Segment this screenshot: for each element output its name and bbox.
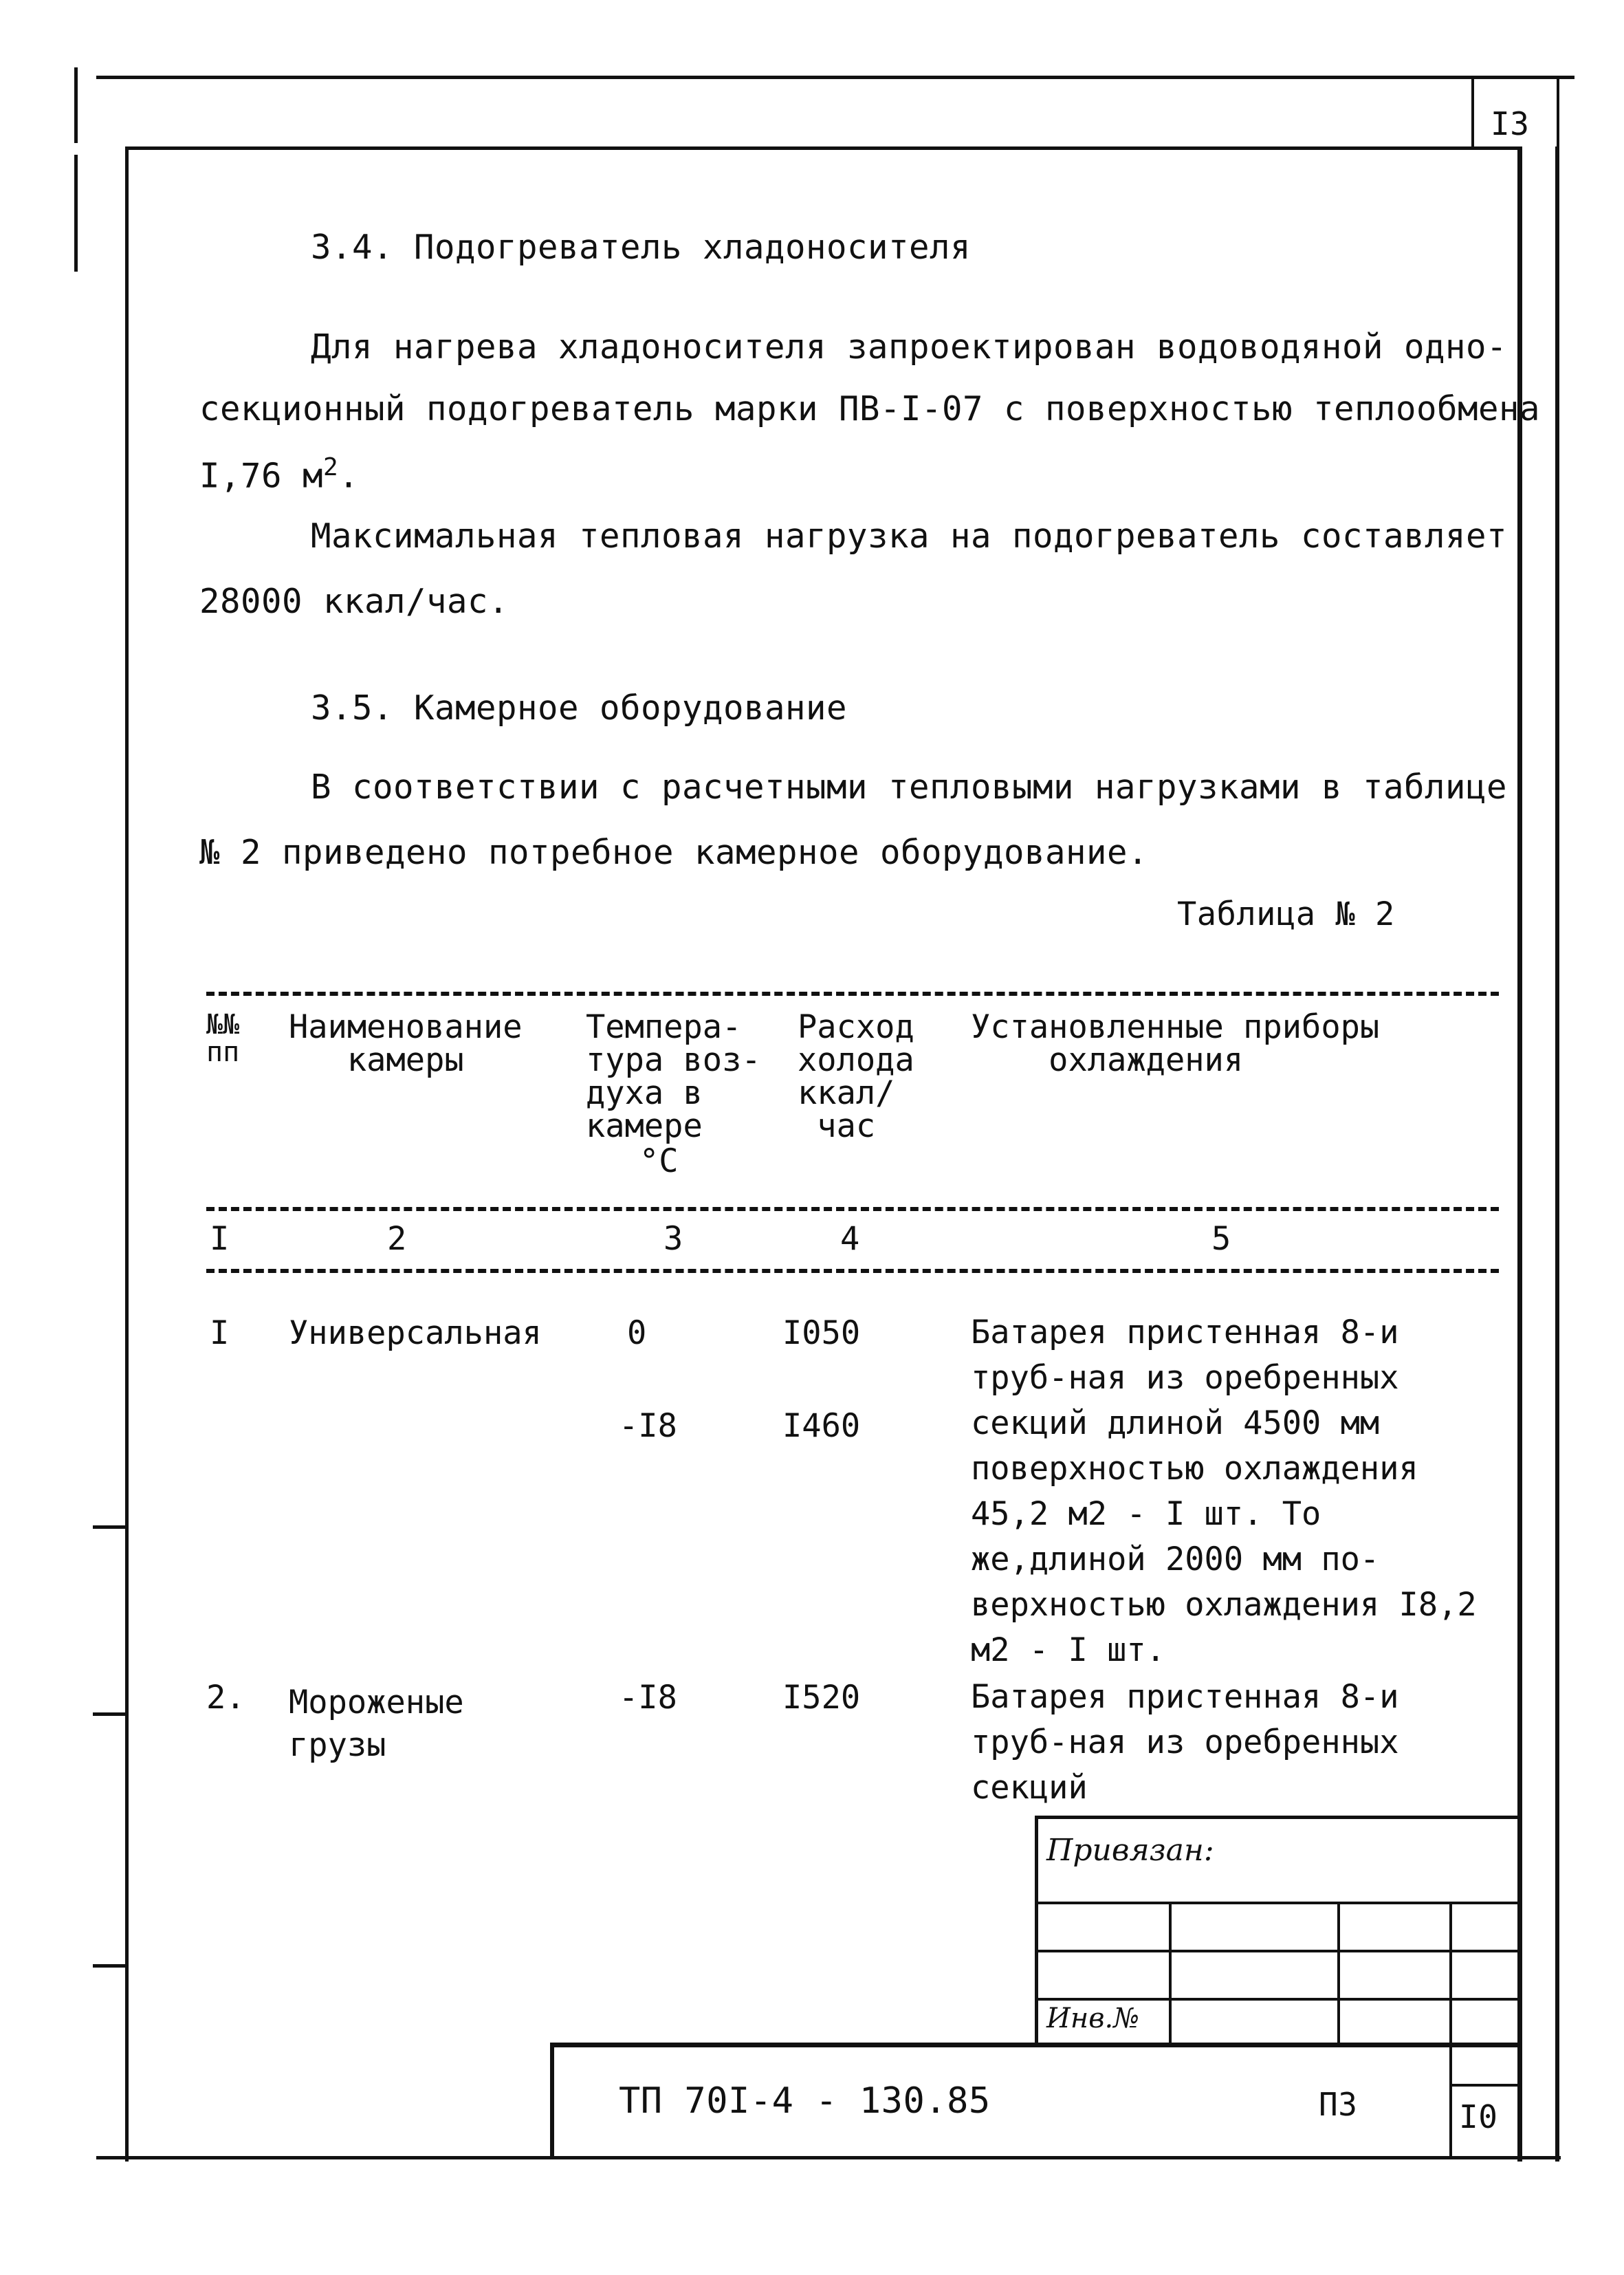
row1-chamber-name: Универсальная xyxy=(289,1314,542,1352)
title-block-top xyxy=(550,2043,1519,2047)
section-3-4-heading: 3.4. Подогреватель хладоносителя xyxy=(311,228,972,267)
row1-temperature-1: 0 xyxy=(627,1314,647,1352)
top-border xyxy=(96,76,1574,79)
section-3-5-para-line1: В соответствии с расчетными тепловыми нагрузками в таблице xyxy=(311,768,1508,807)
left-margin-mark xyxy=(74,67,78,143)
col-number-3: 3 xyxy=(663,1220,683,1258)
row1-temperature-2: -I8 xyxy=(619,1407,677,1445)
section-3-4-para1-line1: Для нагрева хладоносителя запроектирован водоводяной одно- xyxy=(311,327,1508,367)
col-number-1: I xyxy=(210,1220,230,1258)
section-3-4-para2-line1: Максимальная тепловая нагрузка на подогреватель составляет xyxy=(311,516,1508,556)
sheet-number: I0 xyxy=(1459,2098,1498,2135)
row1-cold-2: I460 xyxy=(782,1407,861,1445)
table-top-dashed-rule xyxy=(206,992,1499,996)
header-col-cold-consumption: Расход холода ккал/ час xyxy=(798,1008,914,1145)
row2-chamber-name: Мороженые грузы xyxy=(289,1684,464,1764)
stamp-row-line xyxy=(1035,1998,1519,2001)
section-3-4-para1-line3 xyxy=(199,447,359,497)
stamp-row-line xyxy=(1035,1950,1519,1952)
stamp-inventory-number: Инв.№ xyxy=(1046,2003,1140,2034)
section-3-5-heading: 3.5. Камерное оборудование xyxy=(311,688,848,728)
page-number: I3 xyxy=(1491,105,1530,142)
stamp-outer-left xyxy=(1035,1816,1038,2043)
inner-right-border xyxy=(1517,146,1522,2162)
area-period: . xyxy=(338,456,360,496)
row1-number: I xyxy=(210,1314,230,1352)
header-col-equipment: Установленные приборы охлаждения xyxy=(971,1008,1380,1079)
stamp-row-line xyxy=(1035,1902,1519,1904)
margin-tick xyxy=(93,1525,129,1529)
header-col-temperature-unit: °C xyxy=(639,1142,679,1180)
row1-equipment: Батарея пристенная 8-и труб-ная из оребренных секций длиной 4500 мм поверхностью охлаждения 45,2 м2 - I шт. То же,длиной 2000 мм по-верхностью охлаждения I8,2 м2 - I шт. xyxy=(971,1314,1477,1669)
stamp-top xyxy=(1035,1816,1519,1819)
table-colnum-dashed-rule xyxy=(206,1269,1499,1273)
section-3-4-para1-line2: секционный подогреватель марки ПВ-I-07 с поверхностью теплообмена xyxy=(199,389,1541,428)
document-code: ТП 70I-4 - 130.85 xyxy=(619,2080,991,2122)
table-header-dashed-rule xyxy=(206,1207,1499,1211)
margin-tick xyxy=(93,1964,129,1968)
table-caption: Таблица № 2 xyxy=(1177,895,1395,933)
outer-right-border xyxy=(1555,146,1559,2162)
header-col-temperature: Темпера- тура воз- духа в камере xyxy=(586,1008,761,1145)
inner-top-border xyxy=(125,146,1521,150)
stamp-col-line xyxy=(1337,1902,1340,2043)
header-col-number: №№ пп xyxy=(206,1009,240,1068)
margin-tick xyxy=(93,1712,129,1716)
stamp-col-line xyxy=(1449,1902,1452,2156)
col-number-4: 4 xyxy=(840,1220,860,1258)
row2-equipment: Батарея пристенная 8-и труб-ная из оребренных секций xyxy=(971,1678,1399,1807)
row1-cold-1: I050 xyxy=(782,1314,861,1352)
area-exponent: 2 xyxy=(323,453,339,481)
row2-temperature-1: -I8 xyxy=(619,1679,677,1717)
bottom-border xyxy=(96,2156,1561,2159)
page-number-box-right xyxy=(1557,77,1559,149)
left-margin-mark-2 xyxy=(74,155,78,272)
stamp-col-line xyxy=(1169,1902,1172,2043)
area-value: I,76 м xyxy=(199,456,324,496)
inner-left-border xyxy=(125,146,129,2162)
page-number-box-left xyxy=(1471,77,1474,149)
title-block-left xyxy=(550,2043,554,2159)
section-3-5-para-line2: № 2 приведено потребное камерное оборудование. xyxy=(199,833,1149,872)
header-col-name: Наименование камеры xyxy=(289,1008,523,1079)
col-number-5: 5 xyxy=(1211,1220,1231,1258)
title-block-sheet-top xyxy=(1449,2084,1521,2087)
row2-number: 2. xyxy=(206,1679,245,1717)
row2-cold-1: I520 xyxy=(782,1679,861,1717)
document-type: ПЗ xyxy=(1319,2086,1358,2123)
section-3-4-para2-line2: 28000 ккал/час. xyxy=(199,582,509,621)
stamp-privyazan: Привязан: xyxy=(1046,1833,1214,1868)
col-number-2: 2 xyxy=(387,1220,407,1258)
